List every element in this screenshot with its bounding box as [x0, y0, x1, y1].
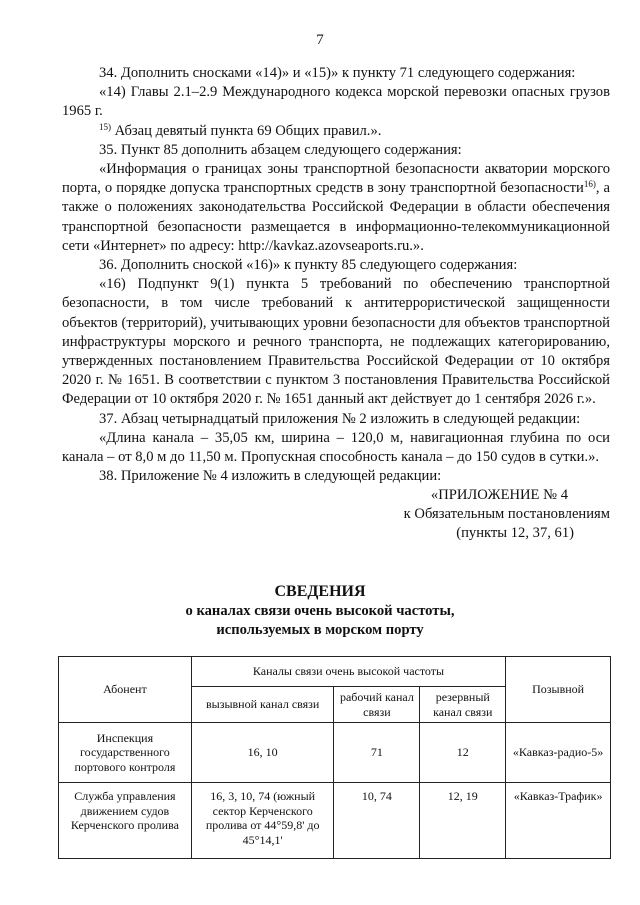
cell-working: 10, 74 — [334, 783, 420, 859]
appendix-subtitle: к Обязательным постановлениям — [403, 506, 610, 523]
footnote-15-text: $^{15)}$ Абзац девятый пункта 69 Общих правил.». — [99, 121, 382, 139]
paragraph-37: 37. Абзац четырнадцатый приложения № 2 изложить в следующей редакции: — [99, 410, 581, 427]
footnote-15-mark: 15) — [99, 121, 111, 132]
header-calling-channel: вызывной канал связи — [191, 687, 334, 723]
appendix-header — [62, 486, 610, 543]
header-subscriber: Абонент — [59, 657, 192, 723]
document-body — [62, 64, 610, 543]
paragraph-34: 34. Дополнить сносками «14)» и «15)» к пункту 71 следующего содержания: — [99, 65, 576, 81]
header-channels-group: Каналы связи очень высокой частоты — [191, 657, 505, 687]
title-heading: СВЕДЕНИЯ — [274, 583, 366, 600]
footnote-16-text: «16) Подпункт 9(1) пункта 5 требований по обеспечению транспортной безопасности, в том числе требований к антитеррористической защищенности объектов (территорий), учитывающих уровни безопасности для объектов транспортной инфраструктуры морского и речного транспорта, не подлежащих категорированию, утвержденных постановлением Правительства Российской Федерации от 10 октября 2020 г. № 1651. В соответствии с пунктом 3 постановления Правительства Российской Федерации от 10 октября 2020 г. № 1651 данный акт действует до 1 сентября 2026 г.». — [62, 276, 610, 408]
header-callsign: Позывной — [506, 657, 611, 723]
cell-working: 71 — [334, 723, 420, 783]
cell-reserve: 12 — [420, 723, 506, 783]
header-reserve-channel: резервный канал связи — [420, 687, 506, 723]
table-header-row — [59, 657, 611, 687]
footnote-16-mark: «16) — [99, 276, 126, 293]
cell-subscriber: Инспекция государственного портового контроля — [59, 723, 192, 783]
table-row — [59, 783, 611, 859]
title-line-2: о каналах связи очень высокой частоты, — [185, 603, 455, 619]
header-working-channel: рабочий канал связи — [334, 687, 420, 723]
cell-calling: 16, 10 — [191, 723, 334, 783]
paragraph-38: 38. Приложение № 4 изложить в следующей редакции: — [99, 468, 442, 485]
paragraph-35: 35. Пункт 85 дополнить абзацем следующего содержания: — [99, 141, 462, 158]
cell-reserve: 12, 19 — [420, 783, 506, 859]
page-number: 7 — [316, 32, 324, 48]
paragraph-37-quote: «Длина канала – 35,05 км, ширина – 120,0 м, навигационная глубина по оси канала – от 8,0 м до 11,50 м. Пропускная способность канала – до 150 судов в сутки.». — [62, 429, 610, 466]
vhf-channels-table — [58, 656, 611, 859]
footnote-14-text: «14) Главы 2.1–2.9 Международного кодекса морской перевозки опасных грузов 1965 г. — [62, 84, 610, 120]
table-row — [59, 723, 611, 783]
paragraph-35-quote: «Информация о границах зоны транспортной безопасности акватории морского порта, о порядке допуска транспортных средств в зону транспортной безопасности$^{16)}$, а также о положениях законодательства Российской Федерации в области обеспечения транспортной безопасности размещается в информационно-телекоммуникационной сети «Интернет» по адресу: http://kavkaz.azovseaports.ru.». — [62, 161, 610, 254]
appendix-title: «ПРИЛОЖЕНИЕ № 4 — [430, 487, 568, 504]
cell-calling: 16, 3, 10, 74 (южный сектор Керченского пролива от 44°59,8' до 45°14,1' — [191, 783, 334, 859]
cell-subscriber: Служба управления движением судов Керченского пролива — [59, 783, 192, 859]
cell-callsign: «Кавказ-Трафик» — [506, 783, 611, 859]
cell-callsign: «Кавказ-радио-5» — [506, 723, 611, 783]
title-line-3: используемых в морском порту — [216, 622, 424, 638]
footnote-16-ref: 16) — [583, 179, 596, 190]
paragraph-36: 36. Дополнить сноской «16)» к пункту 85 следующего содержания: — [99, 257, 518, 274]
appendix-points: (пункты 12, 37, 61) — [456, 525, 574, 542]
footnote-14-mark: «14) — [99, 84, 126, 101]
document-title — [0, 582, 640, 640]
